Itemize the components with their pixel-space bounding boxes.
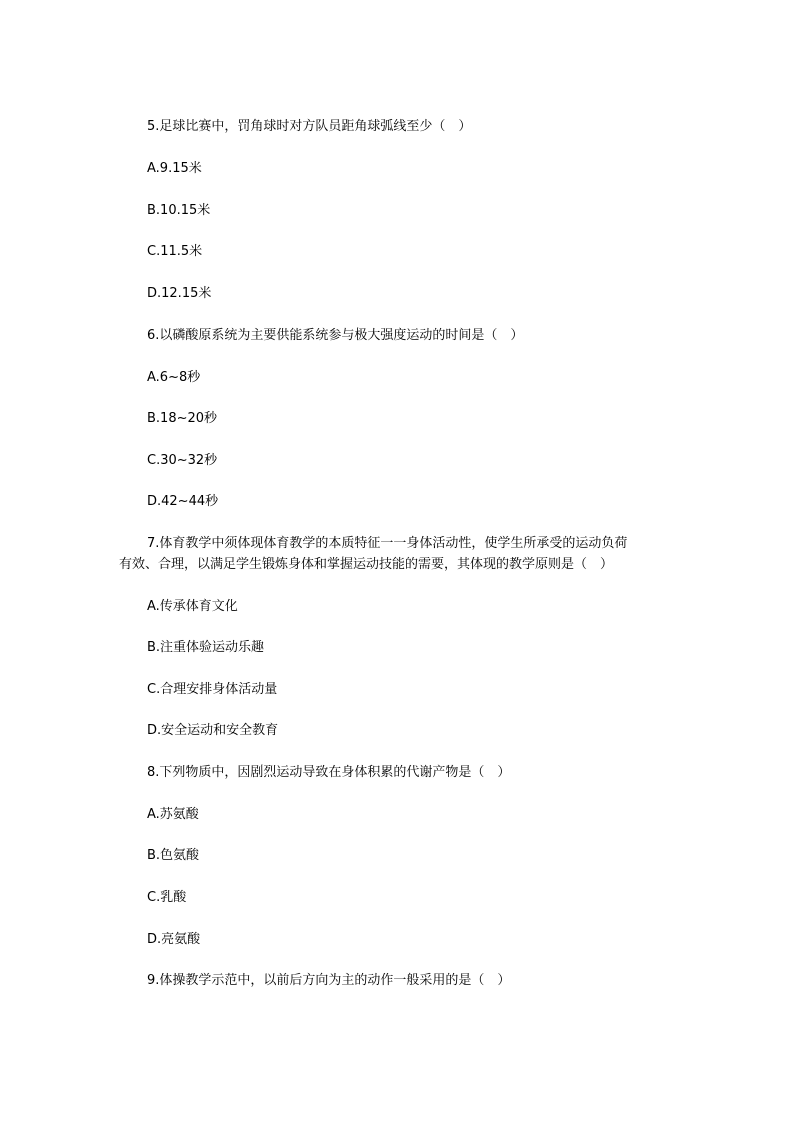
question-7-stem-continuation: 有效、合理，以满足学生锻炼身体和掌握运动技能的需要，其体现的教学原则是（ ）: [119, 557, 614, 572]
question-9-stem: 9.体操教学示范中，以前后方向为主的动作一般采用的是（ ）: [147, 973, 511, 988]
question-6-option-c: C.30~32秒: [147, 453, 218, 468]
question-6-option-d: D.42~44秒: [147, 494, 219, 509]
question-8-option-a: A.苏氨酸: [147, 807, 199, 822]
question-7-option-d: D.安全运动和安全教育: [147, 723, 279, 738]
question-7-option-b: B.注重体验运动乐趣: [147, 640, 265, 655]
question-6-option-b: B.18~20秒: [147, 411, 218, 426]
question-8-option-c: C.乳酸: [147, 890, 187, 905]
question-5-option-d: D.12.15米: [147, 286, 212, 301]
question-8-stem: 8.下列物质中，因剧烈运动导致在身体积累的代谢产物是（ ）: [147, 765, 511, 780]
question-7-option-a: A.传承体育文化: [147, 599, 238, 614]
question-5-option-a: A.9.15米: [147, 161, 202, 176]
question-6-option-a: A.6~8秒: [147, 370, 201, 385]
question-7-stem: 7.体育教学中须体现体育教学的本质特征一一身体活动性，使学生所承受的运动负荷: [147, 536, 628, 551]
question-6-stem: 6.以磷酸原系统为主要供能系统参与极大强度运动的时间是（ ）: [147, 328, 524, 343]
question-8-option-b: B.色氨酸: [147, 848, 200, 863]
question-5-option-b: B.10.15米: [147, 203, 211, 218]
question-7-option-c: C.合理安排身体活动量: [147, 682, 278, 697]
question-8-option-d: D.亮氨酸: [147, 932, 201, 947]
question-5-stem: 5.足球比赛中，罚角球时对方队员距角球弧线至少（ ）: [147, 119, 472, 134]
question-5-option-c: C.11.5米: [147, 244, 203, 259]
